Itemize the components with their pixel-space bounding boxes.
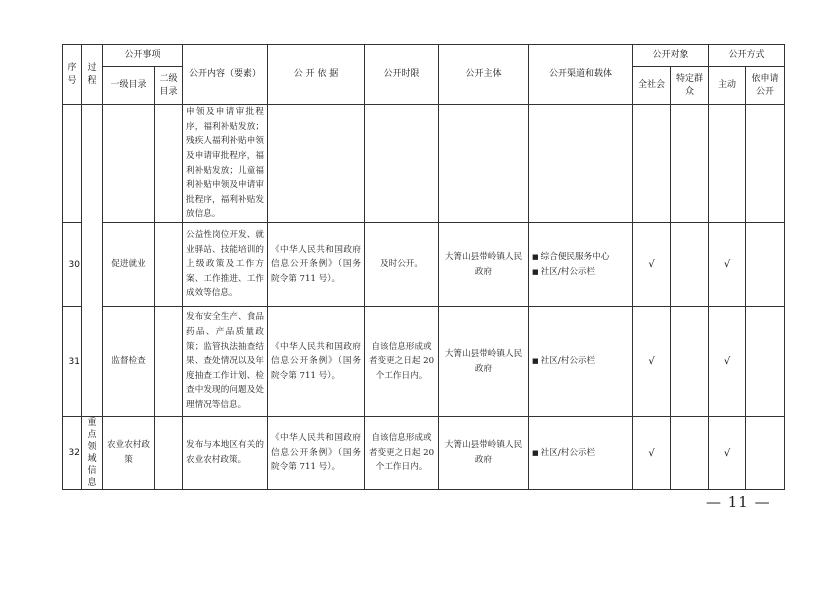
row-level2 [155,307,183,417]
row-process: 重点领域信息 [82,417,103,490]
row-specific-group [671,307,709,417]
row-active: √ [709,307,746,417]
row-specific-group [671,417,709,490]
row-channels [529,417,633,490]
table-row [63,105,785,223]
disclosure-table [62,44,785,490]
header-all-society: 全社会 [633,67,671,105]
header-method-group: 公开方式 [709,45,785,67]
row-seq: 32 [63,417,82,490]
header-channel: 公开渠道和载体 [529,45,633,105]
row-basis: 《中华人民共和国政府信息公开条例》（国务院令第 711 号）。 [268,307,365,417]
table-row [63,223,785,307]
channel-item: ■ 社区/村公示栏 [532,356,596,367]
row-all-society: √ [633,417,671,490]
row-subject: 大箐山县带岭镇人民政府 [439,307,529,417]
table-row [63,417,785,490]
row-channels [529,223,633,307]
row-basis [268,105,365,223]
row-active [709,105,746,223]
square-bullet-icon: ■ [532,252,539,261]
row-level1: 监督检查 [103,307,155,417]
table-row [63,307,785,417]
header-level1: 一级目录 [103,67,155,105]
row-basis: 《中华人民共和国政府信息公开条例》（国务院令第 711 号）。 [268,223,365,307]
header-active: 主动 [709,67,746,105]
row-specific-group [671,105,709,223]
row-on-request [746,417,785,490]
square-bullet-icon: ■ [532,448,539,457]
row-all-society: √ [633,307,671,417]
row-all-society: √ [633,223,671,307]
row-subject: 大箐山县带岭镇人民政府 [439,417,529,490]
row-channels [529,105,633,223]
row-active: √ [709,417,746,490]
header-on-request: 依申请公开 [746,67,785,105]
process-cell-merged [82,105,103,417]
header-process: 过程 [82,45,103,105]
header-content: 公开内容（要素） [183,45,268,105]
row-level1 [103,105,155,223]
header-level2: 二级目录 [155,67,183,105]
row-level1: 农业农村政策 [103,417,155,490]
row-on-request [746,105,785,223]
header-target-group: 公开对象 [633,45,709,67]
row-on-request [746,223,785,307]
row-content: 公益性岗位开发、就业驿站、技能培训的上级政策及工作方案、工作推进、工作成效等信息。 [183,223,268,307]
row-content: 发布安全生产、食品药品、产品质量政策；监管执法抽查结果、查处情况以及年度抽查工作计划、检查中发现的问题及处理情况等信息。 [183,307,268,417]
row-seq [63,105,82,223]
header-specific-group: 特定群众 [671,67,709,105]
row-time [365,105,439,223]
row-time: 及时公开。 [365,223,439,307]
row-level2 [155,223,183,307]
row-channels [529,307,633,417]
row-level2 [155,105,183,223]
header-subject: 公开主体 [439,45,529,105]
header-row-1 [63,45,785,67]
square-bullet-icon: ■ [532,357,539,366]
row-subject: 大箐山县带岭镇人民政府 [439,223,529,307]
channel-item: ■ 社区/村公示栏 [532,266,596,277]
page-number: — 11 — [706,493,771,511]
row-level1: 促进就业 [103,223,155,307]
header-seq: 序号 [63,45,82,105]
row-active: √ [709,223,746,307]
row-specific-group [671,223,709,307]
row-level2 [155,417,183,490]
row-seq: 31 [63,307,82,417]
channel-item: ■ 社区/村公示栏 [532,447,596,458]
header-items-group: 公开事项 [103,45,183,67]
header-basis: 公 开 依 据 [268,45,365,105]
row-time: 自该信息形成或者变更之日起 20 个工作日内。 [365,417,439,490]
channel-item: ■ 综合便民服务中心 [532,251,610,262]
row-content: 申领及申请审批程序，福利补贴发放；残疾人福利补贴申领及申请审批程序，福利补贴发放；儿童福利补贴申领及申请审批程序，福利补贴发放信息。 [183,105,268,223]
header-time: 公开时限 [365,45,439,105]
row-seq: 30 [63,223,82,307]
row-content: 发布与本地区有关的农业农村政策。 [183,417,268,490]
square-bullet-icon: ■ [532,267,539,276]
row-basis: 《中华人民共和国政府信息公开条例》（国务院令第 711 号）。 [268,417,365,490]
row-on-request [746,307,785,417]
row-all-society [633,105,671,223]
row-time: 自该信息形成或者变更之日起 20 个工作日内。 [365,307,439,417]
row-subject [439,105,529,223]
